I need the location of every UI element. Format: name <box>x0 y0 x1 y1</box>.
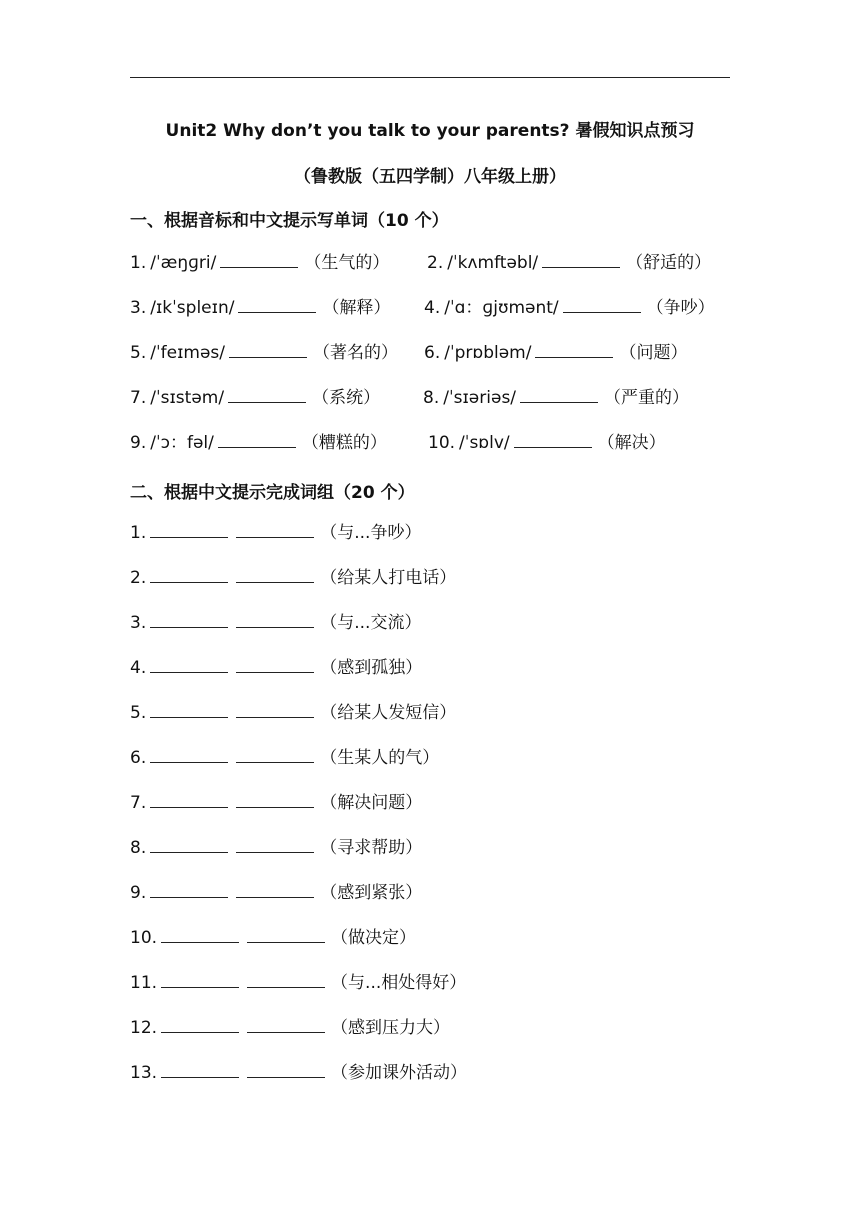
section-2-heading: 二、根据中文提示完成词组（20 个） <box>130 483 415 503</box>
chinese-hint: （参加课外活动） <box>331 1063 468 1083</box>
chinese-hint: （解释） <box>322 298 391 318</box>
answer-blank[interactable] <box>236 523 314 538</box>
answer-blank[interactable] <box>220 253 298 268</box>
vocab-item <box>130 342 398 364</box>
phrase-item <box>130 612 421 634</box>
chinese-hint: （感到孤独） <box>320 658 423 678</box>
vocab-item <box>130 432 387 454</box>
item-number: 6. <box>424 343 441 363</box>
phrase-item <box>130 972 466 994</box>
header-rule <box>130 77 730 78</box>
phrase-item <box>130 522 421 544</box>
answer-blank[interactable] <box>236 793 314 808</box>
answer-blank[interactable] <box>247 1063 325 1078</box>
section-1-heading: 一、根据音标和中文提示写单词（10 个） <box>130 211 449 231</box>
chinese-hint: （争吵） <box>646 298 715 318</box>
vocab-item <box>427 252 711 274</box>
item-number: 11. <box>130 973 158 993</box>
item-number: 2. <box>427 253 444 273</box>
answer-blank[interactable] <box>161 928 239 943</box>
chinese-hint: （与...交流） <box>320 613 422 633</box>
phonetic-text: /ˈæŋɡri/ <box>150 253 217 273</box>
item-number: 9. <box>130 433 147 453</box>
vocab-item <box>423 387 689 409</box>
answer-blank[interactable] <box>236 838 314 853</box>
phonetic-text: /ˈɑ：ɡjʊmənt/ <box>444 298 559 318</box>
phrase-item <box>130 927 416 949</box>
vocab-item <box>424 342 687 364</box>
phonetic-text: /ˈɔ：fəl/ <box>150 433 214 453</box>
item-number: 10. <box>428 433 456 453</box>
item-number: 12. <box>130 1018 158 1038</box>
chinese-hint: （感到压力大） <box>331 1018 451 1038</box>
chinese-hint: （给某人发短信） <box>320 703 457 723</box>
answer-blank[interactable] <box>236 748 314 763</box>
chinese-hint: （寻求帮助） <box>320 838 423 858</box>
answer-blank[interactable] <box>236 568 314 583</box>
phrase-item <box>130 747 439 769</box>
chinese-hint: （著名的） <box>313 343 398 363</box>
item-number: 6. <box>130 748 147 768</box>
phonetic-text: /ɪkˈspleɪn/ <box>150 298 235 318</box>
chinese-hint: （系统） <box>312 388 381 408</box>
chinese-hint: （给某人打电话） <box>320 568 457 588</box>
phonetic-text: /ˈsɪstəm/ <box>150 388 225 408</box>
item-number: 7. <box>130 388 147 408</box>
phrase-item <box>130 1017 450 1039</box>
answer-blank[interactable] <box>218 433 296 448</box>
item-number: 5. <box>130 343 147 363</box>
answer-blank[interactable] <box>150 883 228 898</box>
answer-blank[interactable] <box>150 838 228 853</box>
item-number: 9. <box>130 883 147 903</box>
answer-blank[interactable] <box>542 253 620 268</box>
chinese-hint: （生气的） <box>304 253 390 273</box>
phrase-item <box>130 882 422 904</box>
phrase-item <box>130 657 422 679</box>
answer-blank[interactable] <box>563 298 641 313</box>
answer-blank[interactable] <box>150 613 228 628</box>
phonetic-text: /ˈsɒlv/ <box>459 433 510 453</box>
item-number: 5. <box>130 703 147 723</box>
answer-blank[interactable] <box>150 703 228 718</box>
phrase-item <box>130 702 456 724</box>
phrase-item <box>130 1062 467 1084</box>
answer-blank[interactable] <box>236 658 314 673</box>
vocab-item <box>130 297 390 319</box>
answer-blank[interactable] <box>150 523 228 538</box>
phonetic-text: /ˈsɪəriəs/ <box>443 388 517 408</box>
vocab-item <box>130 387 380 409</box>
answer-blank[interactable] <box>535 343 613 358</box>
answer-blank[interactable] <box>514 433 592 448</box>
phonetic-text: /ˈfeɪməs/ <box>150 343 225 363</box>
answer-blank[interactable] <box>150 748 228 763</box>
vocab-item <box>130 252 389 274</box>
chinese-hint: （解决问题） <box>320 793 423 813</box>
chinese-hint: （舒适的） <box>626 253 712 273</box>
vocab-item <box>428 432 666 454</box>
title-line-2: （鲁教版（五四学制）八年级上册） <box>294 167 566 187</box>
answer-blank[interactable] <box>236 883 314 898</box>
chinese-hint: （问题） <box>619 343 688 363</box>
phonetic-text: /ˈprɒbləm/ <box>444 343 532 363</box>
chinese-hint: （糟糕的） <box>301 433 387 453</box>
answer-blank[interactable] <box>520 388 598 403</box>
phonetic-text: /ˈkʌmftəbl/ <box>447 253 539 273</box>
item-number: 8. <box>423 388 440 408</box>
chinese-hint: （与...相处得好） <box>331 973 467 993</box>
answer-blank[interactable] <box>228 388 306 403</box>
answer-blank[interactable] <box>247 1018 325 1033</box>
answer-blank[interactable] <box>150 793 228 808</box>
chinese-hint: （感到紧张） <box>320 883 423 903</box>
answer-blank[interactable] <box>238 298 316 313</box>
chinese-hint: （生某人的气） <box>320 748 440 768</box>
chinese-hint: （做决定） <box>331 928 417 948</box>
vocab-item <box>424 297 715 319</box>
answer-blank[interactable] <box>150 568 228 583</box>
item-number: 10. <box>130 928 158 948</box>
answer-blank[interactable] <box>247 928 325 943</box>
item-number: 1. <box>130 523 147 543</box>
answer-blank[interactable] <box>247 973 325 988</box>
item-number: 4. <box>424 298 441 318</box>
item-number: 8. <box>130 838 147 858</box>
item-number: 3. <box>130 298 147 318</box>
item-number: 7. <box>130 793 147 813</box>
title-line-1: Unit2 Why don’t you talk to your parents? 暑假知识点预习 <box>165 121 695 141</box>
phrase-item <box>130 567 456 589</box>
answer-blank[interactable] <box>161 973 239 988</box>
phrase-item <box>130 792 422 814</box>
answer-blank[interactable] <box>150 658 228 673</box>
chinese-hint: （严重的） <box>604 388 690 408</box>
item-number: 4. <box>130 658 147 678</box>
answer-blank[interactable] <box>229 343 307 358</box>
chinese-hint: （与...争吵） <box>320 523 422 543</box>
item-number: 1. <box>130 253 147 273</box>
answer-blank[interactable] <box>236 613 314 628</box>
item-number: 13. <box>130 1063 158 1083</box>
chinese-hint: （解决） <box>597 433 666 453</box>
answer-blank[interactable] <box>161 1018 239 1033</box>
item-number: 3. <box>130 613 147 633</box>
answer-blank[interactable] <box>236 703 314 718</box>
answer-blank[interactable] <box>161 1063 239 1078</box>
phrase-item <box>130 837 422 859</box>
item-number: 2. <box>130 568 147 588</box>
